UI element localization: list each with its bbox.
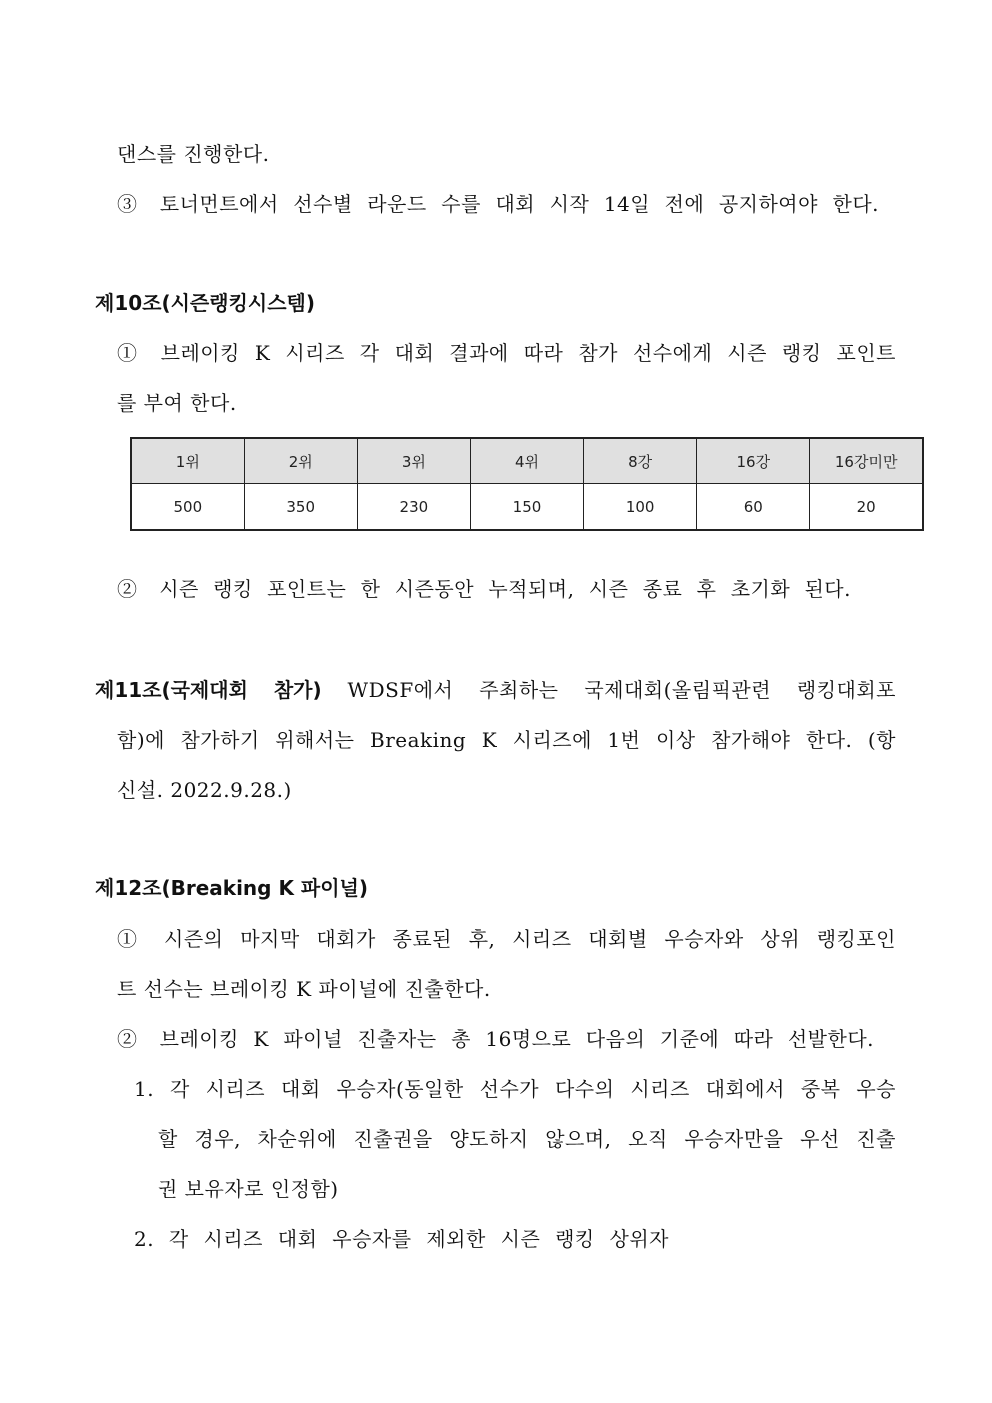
article9-continuation-line: 댄스를 진행한다.: [117, 142, 270, 166]
article12-item1-line2: 트 선수는 브레이킹 K 파이널에 진출한다.: [117, 977, 491, 1001]
article12-heading: 제12조(Breaking K 파이널): [95, 876, 369, 900]
article11-line2: 함)에 참가하기 위해서는 Breaking K 시리즈에 1번 이상 참가해야 한다. (항: [117, 728, 896, 752]
ranking-points-values-row: [131, 484, 923, 531]
points-value-cell: 150: [470, 484, 583, 531]
rank-header-cell: 4위: [470, 438, 583, 484]
article10-item1-line1: ① 브레이킹 K 시리즈 각 대회 결과에 따라 참가 선수에게 시즌 랭킹 포인트: [117, 341, 896, 365]
rank-header-cell: 8강: [584, 438, 697, 484]
article12-sub1-line2: 할 경우, 차순위에 진출권을 양도하지 않으며, 오직 우승자만을 우선 진출: [158, 1127, 896, 1151]
article10-item2: ② 시즌 랭킹 포인트는 한 시즌동안 누적되며, 시즌 종료 후 초기화 된다.: [117, 577, 851, 601]
article10-item1-line2: 를 부여 한다.: [117, 391, 237, 415]
article12-sub1-line1: 1. 각 시리즈 대회 우승자(동일한 선수가 다수의 시리즈 대회에서 중복 우승: [134, 1077, 896, 1101]
points-value-cell: 60: [697, 484, 810, 531]
article12-sub2: 2. 각 시리즈 대회 우승자를 제외한 시즌 랭킹 상위자: [134, 1227, 669, 1251]
article11-line1-text: WDSF에서 주최하는 국제대회(올림픽관련 랭킹대회포: [321, 678, 896, 702]
article11-line1: [95, 678, 896, 702]
rank-header-cell: 3위: [357, 438, 470, 484]
article11-line3: 신설. 2022.9.28.): [117, 778, 292, 802]
article12-sub1-line3: 권 보유자로 인정함): [158, 1177, 339, 1201]
article9-item3: ③ 토너먼트에서 선수별 라운드 수를 대회 시작 14일 전에 공지하여야 한다.: [117, 192, 879, 216]
rank-header-cell: 16강: [697, 438, 810, 484]
article11-heading: 제11조(국제대회 참가): [95, 678, 322, 702]
points-value-cell: 500: [131, 484, 244, 531]
points-value-cell: 100: [584, 484, 697, 531]
article12-item2: ② 브레이킹 K 파이널 진출자는 총 16명으로 다음의 기준에 따라 선발한다.: [117, 1027, 874, 1051]
article12-item1-line1: ① 시즌의 마지막 대회가 종료된 후, 시리즈 대회별 우승자와 상위 랭킹포인: [117, 927, 896, 951]
article10-heading: 제10조(시즌랭킹시스템): [95, 291, 315, 315]
rank-header-cell: 16강미만: [810, 438, 923, 484]
points-value-cell: 230: [357, 484, 470, 531]
rank-header-cell: 1위: [131, 438, 244, 484]
points-value-cell: 20: [810, 484, 923, 531]
rank-header-cell: 2위: [244, 438, 357, 484]
ranking-points-table: [130, 437, 924, 531]
points-value-cell: 350: [244, 484, 357, 531]
ranking-points-header-row: [131, 438, 923, 484]
